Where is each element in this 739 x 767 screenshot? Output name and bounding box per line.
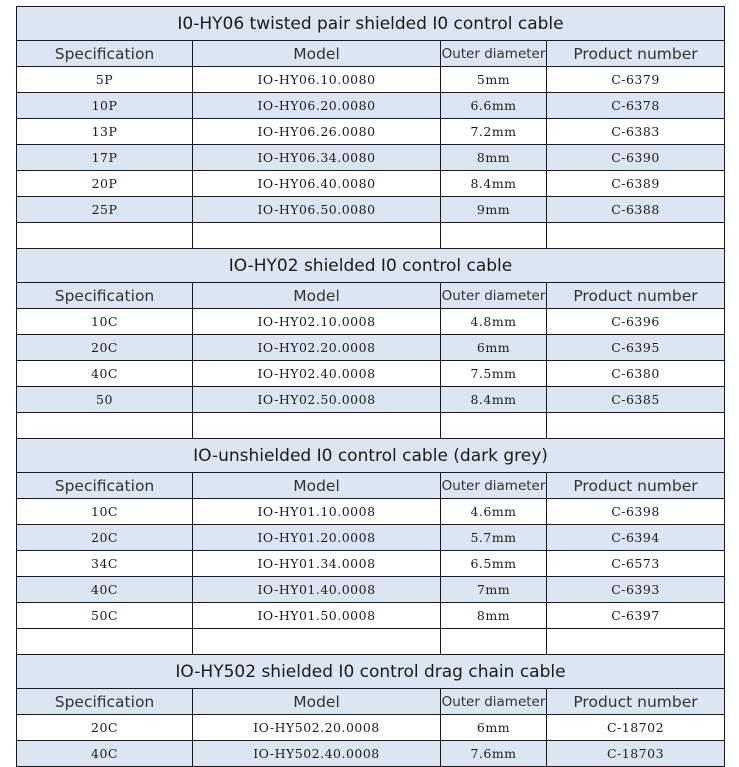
cell-model: IO-HY02.50.0008 [193, 387, 441, 413]
table-row [17, 741, 725, 767]
cell-specification: 34C [17, 551, 193, 577]
table-row [17, 499, 725, 525]
blank-cell-product [547, 413, 725, 439]
cell-outer-diameter: 8.4mm [441, 171, 547, 197]
cell-outer-diameter: 6mm [441, 715, 547, 741]
cell-model: IO-HY02.40.0008 [193, 361, 441, 387]
table-row [17, 387, 725, 413]
cell-specification: 10C [17, 499, 193, 525]
section-title: IO-unshielded I0 control cable (dark grey) [17, 439, 725, 473]
table-row [17, 171, 725, 197]
cell-model: IO-HY02.20.0008 [193, 335, 441, 361]
cell-outer-diameter: 6.5mm [441, 551, 547, 577]
cell-model: IO-HY06.40.0080 [193, 171, 441, 197]
cell-specification: 5P [17, 67, 193, 93]
blank-row [17, 223, 725, 249]
table-row [17, 309, 725, 335]
cell-specification: 10P [17, 93, 193, 119]
table-row [17, 577, 725, 603]
cell-model: IO-HY06.26.0080 [193, 119, 441, 145]
cell-specification: 10C [17, 309, 193, 335]
section-title: IO-HY502 shielded I0 control drag chain cable [17, 655, 725, 689]
table-row [17, 603, 725, 629]
cell-specification: 40C [17, 361, 193, 387]
header-specification: Specification [17, 473, 193, 499]
cell-model: IO-HY502.40.0008 [193, 741, 441, 767]
cell-outer-diameter: 7.6mm [441, 741, 547, 767]
cell-product-number: C-18703 [547, 741, 725, 767]
header-product-number: Product number [547, 283, 725, 309]
cell-model: IO-HY01.34.0008 [193, 551, 441, 577]
cell-product-number: C-6390 [547, 145, 725, 171]
header-model: Model [193, 283, 441, 309]
cable-spec-table [16, 6, 725, 767]
cell-product-number: C-6385 [547, 387, 725, 413]
cell-outer-diameter: 6mm [441, 335, 547, 361]
blank-cell-model [193, 413, 441, 439]
section-title-row [17, 655, 725, 689]
blank-cell-product [547, 223, 725, 249]
cell-outer-diameter: 8mm [441, 145, 547, 171]
blank-cell-specification [17, 223, 193, 249]
cell-outer-diameter: 5mm [441, 67, 547, 93]
table-row [17, 67, 725, 93]
header-model: Model [193, 473, 441, 499]
header-product-number: Product number [547, 689, 725, 715]
blank-cell-diameter [441, 629, 547, 655]
cell-product-number: C-6393 [547, 577, 725, 603]
cell-product-number: C-6394 [547, 525, 725, 551]
cell-product-number: C-6389 [547, 171, 725, 197]
blank-cell-specification [17, 629, 193, 655]
cell-outer-diameter: 4.8mm [441, 309, 547, 335]
cell-product-number: C-6378 [547, 93, 725, 119]
column-header-row [17, 41, 725, 67]
cell-model: IO-HY06.34.0080 [193, 145, 441, 171]
cell-model: IO-HY502.20.0008 [193, 715, 441, 741]
blank-cell-model [193, 629, 441, 655]
blank-cell-diameter [441, 223, 547, 249]
cell-product-number: C-18702 [547, 715, 725, 741]
header-model: Model [193, 41, 441, 67]
cell-specification: 40C [17, 741, 193, 767]
blank-row [17, 413, 725, 439]
section-title-row [17, 249, 725, 283]
cell-model: IO-HY01.10.0008 [193, 499, 441, 525]
cell-specification: 25P [17, 197, 193, 223]
cell-outer-diameter: 8.4mm [441, 387, 547, 413]
cell-specification: 50 [17, 387, 193, 413]
blank-cell-model [193, 223, 441, 249]
cell-product-number: C-6383 [547, 119, 725, 145]
table-body [17, 7, 725, 767]
table-row [17, 145, 725, 171]
cell-product-number: C-6573 [547, 551, 725, 577]
section-title: IO-HY02 shielded I0 control cable [17, 249, 725, 283]
cell-product-number: C-6380 [547, 361, 725, 387]
column-header-row [17, 689, 725, 715]
cell-outer-diameter: 8mm [441, 603, 547, 629]
blank-row [17, 629, 725, 655]
cell-specification: 17P [17, 145, 193, 171]
table-row [17, 551, 725, 577]
header-outer-diameter: Outer diameter [441, 689, 547, 715]
header-model: Model [193, 689, 441, 715]
header-specification: Specification [17, 41, 193, 67]
cell-product-number: C-6396 [547, 309, 725, 335]
header-product-number: Product number [547, 473, 725, 499]
cell-model: IO-HY01.40.0008 [193, 577, 441, 603]
cell-model: IO-HY06.20.0080 [193, 93, 441, 119]
cell-specification: 20C [17, 715, 193, 741]
cell-specification: 50C [17, 603, 193, 629]
blank-cell-product [547, 629, 725, 655]
cell-model: IO-HY01.50.0008 [193, 603, 441, 629]
column-header-row [17, 473, 725, 499]
cell-specification: 20C [17, 335, 193, 361]
cell-specification: 40C [17, 577, 193, 603]
cell-specification: 20P [17, 171, 193, 197]
cell-outer-diameter: 9mm [441, 197, 547, 223]
cell-product-number: C-6388 [547, 197, 725, 223]
cell-outer-diameter: 7.2mm [441, 119, 547, 145]
column-header-row [17, 283, 725, 309]
cell-outer-diameter: 4.6mm [441, 499, 547, 525]
cell-product-number: C-6397 [547, 603, 725, 629]
blank-cell-diameter [441, 413, 547, 439]
table-row [17, 197, 725, 223]
cell-model: IO-HY02.10.0008 [193, 309, 441, 335]
table-row [17, 715, 725, 741]
header-outer-diameter: Outer diameter [441, 41, 547, 67]
header-specification: Specification [17, 283, 193, 309]
cell-model: IO-HY06.50.0080 [193, 197, 441, 223]
blank-cell-specification [17, 413, 193, 439]
header-outer-diameter: Outer diameter [441, 473, 547, 499]
cell-outer-diameter: 6.6mm [441, 93, 547, 119]
table-row [17, 119, 725, 145]
table-row [17, 525, 725, 551]
cell-product-number: C-6395 [547, 335, 725, 361]
cell-specification: 20C [17, 525, 193, 551]
cell-product-number: C-6398 [547, 499, 725, 525]
table-row [17, 335, 725, 361]
cell-specification: 13P [17, 119, 193, 145]
section-title-row [17, 439, 725, 473]
cell-outer-diameter: 7.5mm [441, 361, 547, 387]
header-specification: Specification [17, 689, 193, 715]
cell-model: IO-HY01.20.0008 [193, 525, 441, 551]
header-product-number: Product number [547, 41, 725, 67]
cell-outer-diameter: 7mm [441, 577, 547, 603]
header-outer-diameter: Outer diameter [441, 283, 547, 309]
table-row [17, 361, 725, 387]
cell-outer-diameter: 5.7mm [441, 525, 547, 551]
cell-product-number: C-6379 [547, 67, 725, 93]
cell-model: IO-HY06.10.0080 [193, 67, 441, 93]
table-row [17, 93, 725, 119]
section-title: I0-HY06 twisted pair shielded I0 control cable [17, 7, 725, 41]
section-title-row [17, 7, 725, 41]
